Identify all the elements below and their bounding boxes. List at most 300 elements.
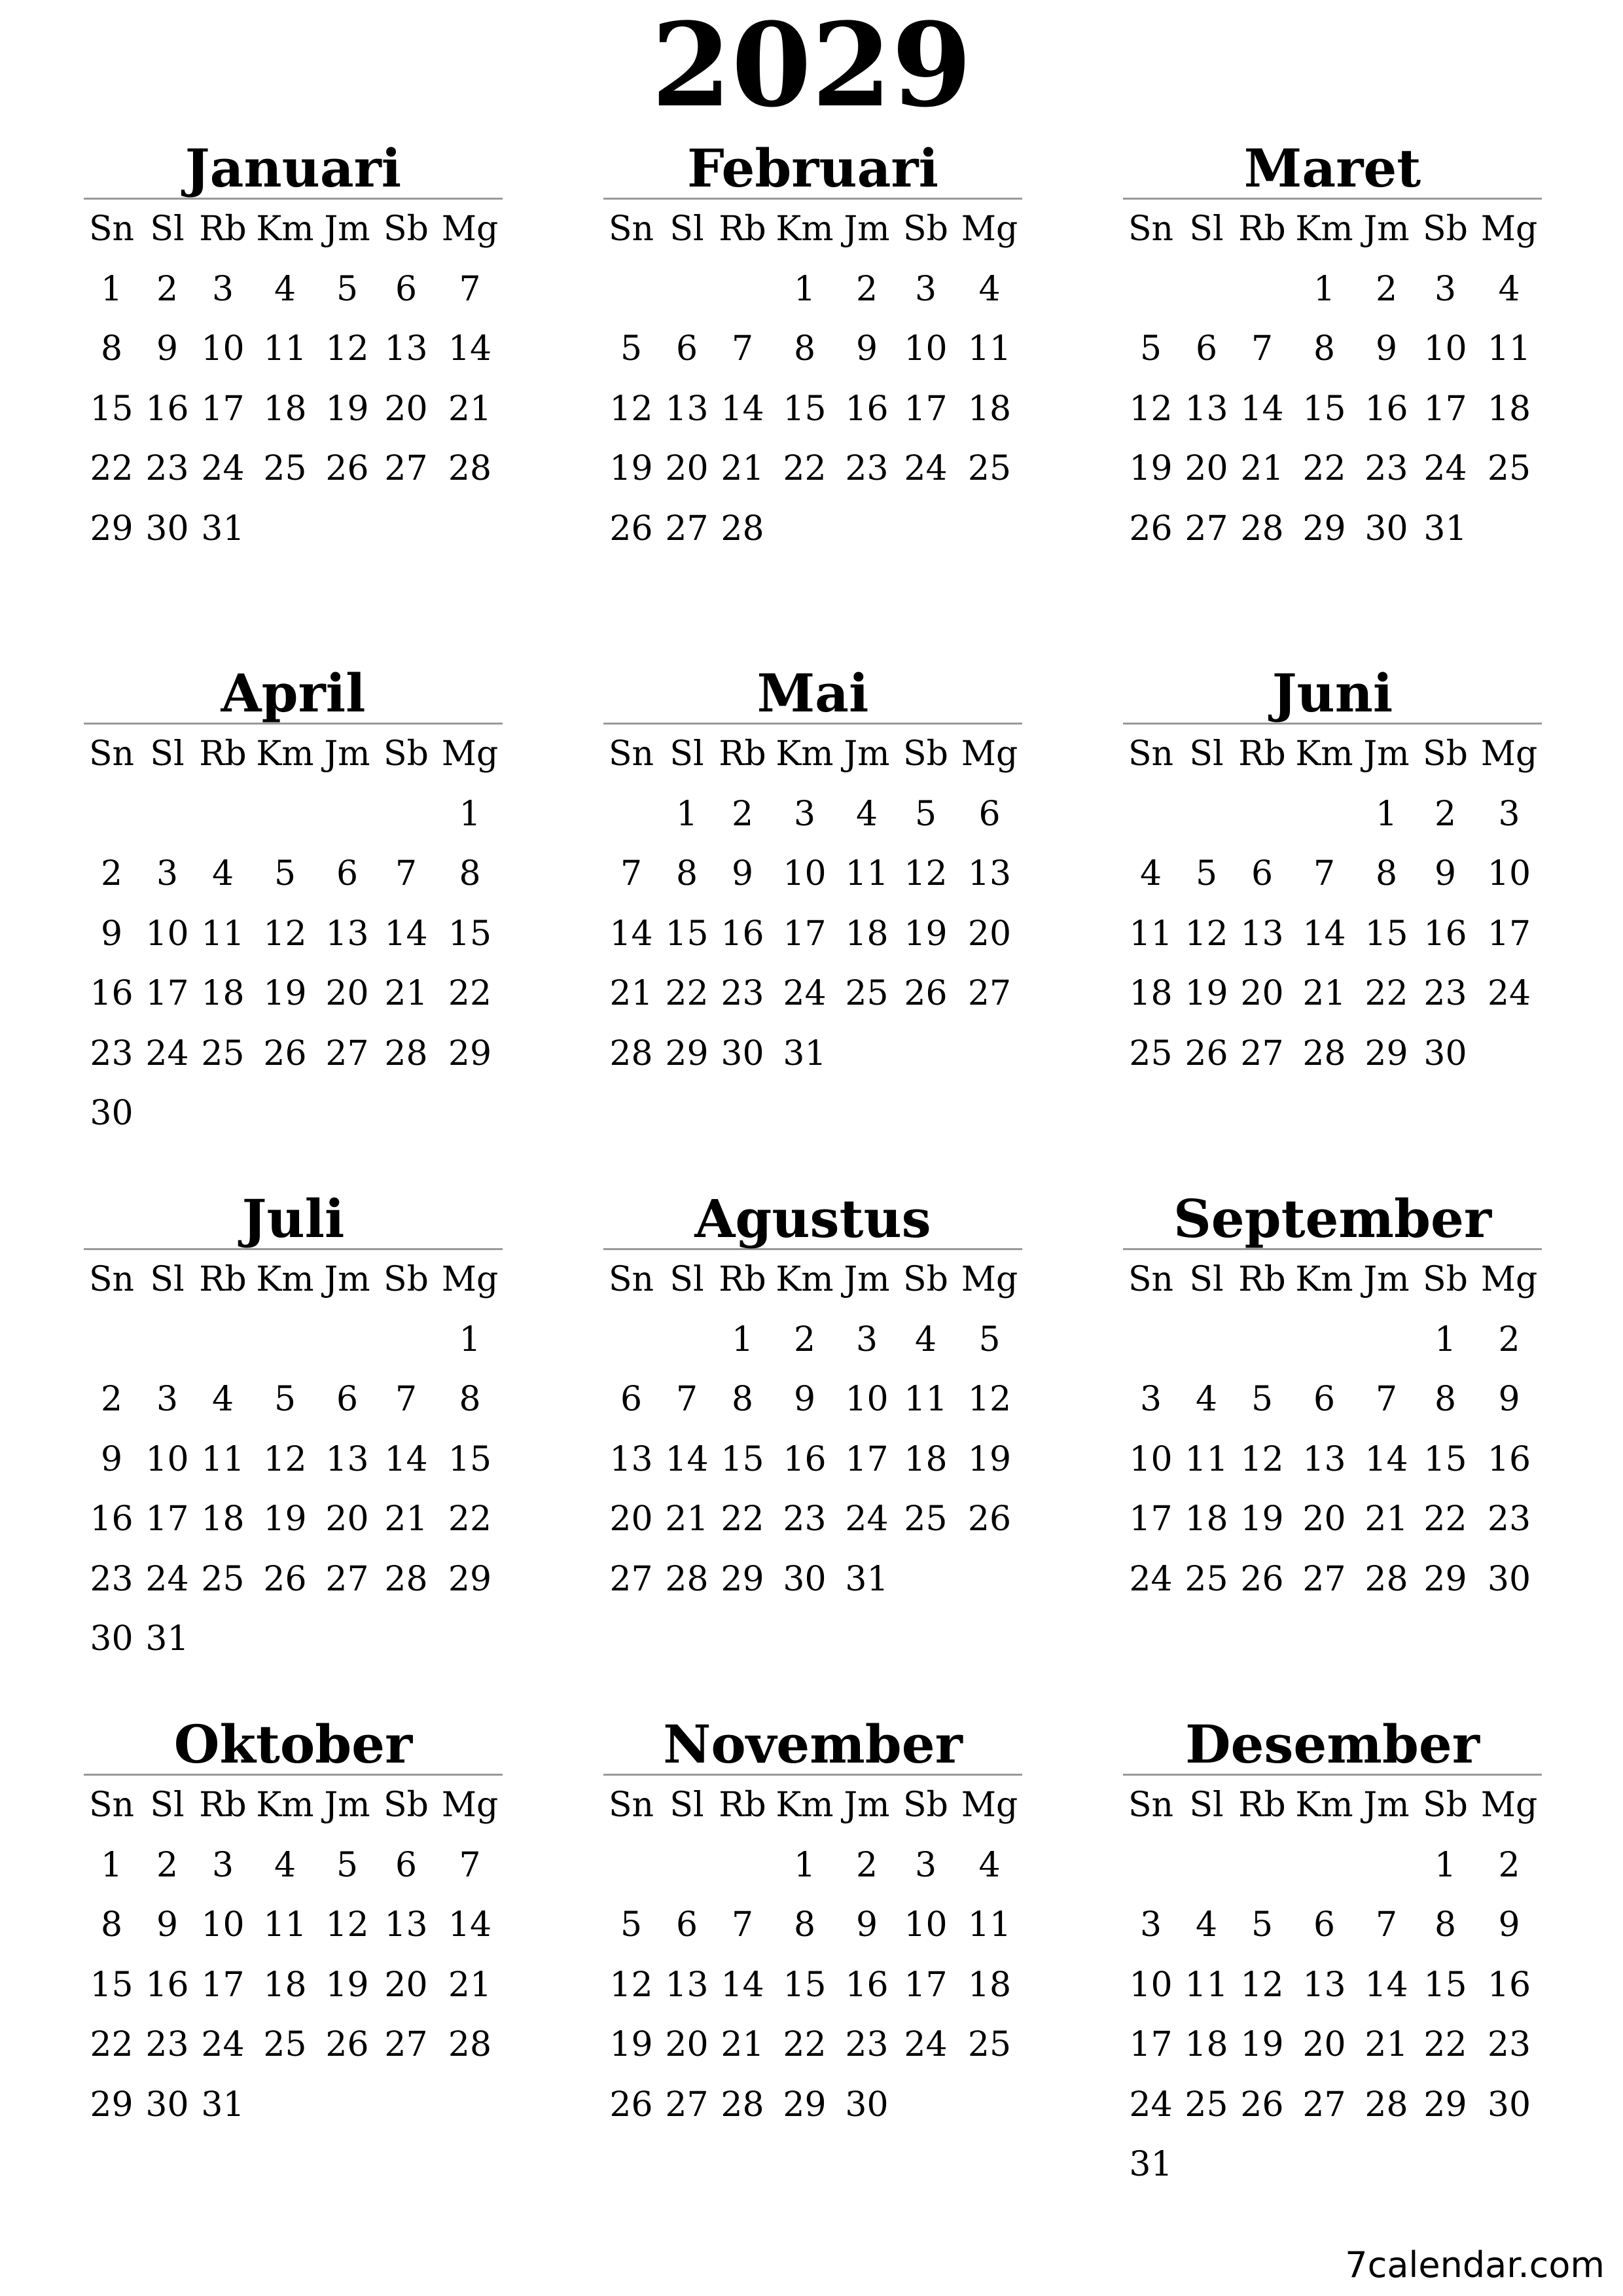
- day-cell: 23: [1487, 2025, 1531, 2064]
- day-cell: 28: [721, 509, 764, 548]
- day-cell: 12: [263, 914, 307, 954]
- day-cell: 24: [201, 2025, 245, 2064]
- day-cell: 30: [721, 1033, 764, 1073]
- day-cell: 10: [201, 329, 245, 368]
- day-cell: 18: [904, 1439, 948, 1479]
- day-cell: 25: [263, 449, 307, 488]
- day-cell: 29: [1302, 509, 1346, 548]
- day-cell: 15: [448, 914, 492, 954]
- day-cell: 17: [904, 389, 948, 429]
- day-cell: 12: [609, 1965, 653, 2005]
- day-cell: 24: [1487, 974, 1531, 1013]
- month-name: Agustus: [603, 1189, 1022, 1250]
- day-cell: 16: [90, 974, 134, 1013]
- day-cell: 19: [263, 1499, 307, 1539]
- day-cell: 8: [100, 329, 123, 368]
- day-cell: 27: [1240, 1033, 1284, 1073]
- weekday-label: Jm: [324, 209, 370, 249]
- day-cell: 12: [609, 389, 653, 429]
- day-cell: 16: [90, 1499, 134, 1539]
- day-cell: 18: [263, 1965, 307, 2005]
- weekday-label: Km: [776, 209, 834, 249]
- day-cell: 18: [967, 389, 1012, 429]
- day-cell: 5: [274, 1380, 296, 1419]
- day-cell: 18: [1185, 2025, 1228, 2064]
- empty-day-cell: [659, 1310, 715, 1371]
- weekday-label: Rb: [719, 1785, 766, 1825]
- day-cell: 29: [90, 2085, 134, 2125]
- day-cell: 12: [967, 1380, 1012, 1419]
- day-cell: 30: [1487, 2085, 1531, 2125]
- day-cell: 21: [1364, 2025, 1408, 2064]
- day-cell: 19: [325, 1965, 369, 2005]
- day-cell: 28: [1364, 1559, 1408, 1599]
- day-cell: 25: [201, 1559, 245, 1599]
- day-cell: 7: [459, 269, 481, 309]
- month-grid: [1123, 725, 1542, 1084]
- day-cell: 16: [145, 1965, 189, 2005]
- day-cell: 30: [1364, 509, 1408, 548]
- day-cell: 7: [675, 1380, 698, 1419]
- weekday-label: Mg: [441, 1260, 499, 1299]
- day-cell: 4: [211, 854, 234, 893]
- day-cell: 1: [100, 1845, 123, 1885]
- weekday-label: Rb: [1238, 734, 1286, 774]
- day-cell: 19: [1129, 449, 1173, 488]
- day-cell: 17: [904, 1965, 948, 2005]
- month-block: [84, 0, 503, 559]
- month-name: Oktober: [84, 1715, 503, 1776]
- day-cell: 19: [325, 389, 369, 429]
- empty-day-cell: [659, 1836, 715, 1896]
- day-cell: 2: [1498, 1319, 1520, 1359]
- day-cell: 15: [665, 914, 709, 954]
- day-cell: 26: [325, 449, 369, 488]
- day-cell: 23: [90, 1559, 134, 1599]
- day-cell: 28: [1240, 509, 1284, 548]
- day-cell: 6: [1251, 854, 1274, 893]
- day-cell: 9: [156, 329, 179, 368]
- empty-day-cell: [715, 1836, 770, 1896]
- day-cell: 23: [1364, 449, 1408, 488]
- day-cell: 6: [978, 794, 1001, 834]
- day-cell: 31: [1129, 2145, 1173, 2184]
- weekday-label: Sn: [608, 1260, 654, 1299]
- day-cell: 13: [325, 914, 369, 954]
- day-cell: 23: [845, 2025, 889, 2064]
- weekday-label: Sb: [383, 1785, 429, 1825]
- day-cell: 27: [384, 2025, 428, 2064]
- day-cell: 28: [665, 1559, 709, 1599]
- day-cell: 10: [904, 1905, 948, 1945]
- day-cell: 27: [609, 1559, 653, 1599]
- day-cell: 10: [145, 1439, 189, 1479]
- day-cell: 25: [967, 449, 1012, 488]
- day-cell: 4: [978, 269, 1001, 309]
- day-cell: 16: [721, 914, 764, 954]
- weekday-label: Km: [256, 1260, 314, 1299]
- empty-day-cell: [84, 785, 139, 845]
- day-cell: 26: [609, 509, 653, 548]
- month-name: Juli: [84, 1189, 503, 1250]
- day-cell: 19: [967, 1439, 1012, 1479]
- weekday-label: Sl: [150, 1260, 185, 1299]
- day-cell: 18: [967, 1965, 1012, 2005]
- day-cell: 2: [156, 269, 179, 309]
- day-cell: 23: [845, 449, 889, 488]
- day-cell: 9: [1434, 854, 1457, 893]
- weekday-label: Sn: [1128, 734, 1174, 774]
- day-cell: 15: [90, 389, 134, 429]
- day-cell: 29: [783, 2085, 827, 2125]
- weekday-label: Mg: [441, 209, 499, 249]
- day-cell: 28: [609, 1033, 653, 1073]
- day-cell: 11: [967, 329, 1012, 368]
- weekday-label: Sn: [1128, 1260, 1174, 1299]
- empty-day-cell: [1359, 1310, 1414, 1371]
- day-cell: 24: [783, 974, 827, 1013]
- weekday-label: Jm: [324, 734, 370, 774]
- day-cell: 3: [1498, 794, 1520, 834]
- month-grid: [84, 1776, 503, 2135]
- day-cell: 16: [1487, 1439, 1531, 1479]
- day-cell: 3: [1139, 1380, 1162, 1419]
- day-cell: 2: [1375, 269, 1398, 309]
- day-cell: 8: [459, 854, 481, 893]
- weekday-label: Sn: [608, 1785, 654, 1825]
- empty-day-cell: [251, 1310, 319, 1371]
- day-cell: 11: [201, 1439, 245, 1479]
- month-block: [603, 525, 1022, 1084]
- day-cell: 22: [90, 2025, 134, 2064]
- day-cell: 26: [904, 974, 948, 1013]
- day-cell: 14: [448, 329, 492, 368]
- empty-day-cell: [1123, 1310, 1179, 1371]
- day-cell: 30: [1423, 1033, 1467, 1073]
- day-cell: 4: [978, 1845, 1001, 1885]
- day-cell: 20: [1302, 2025, 1346, 2064]
- day-cell: 14: [448, 1905, 492, 1945]
- day-cell: 28: [448, 2025, 492, 2064]
- weekday-label: Mg: [961, 1260, 1018, 1299]
- day-cell: 9: [855, 329, 878, 368]
- day-cell: 7: [395, 854, 418, 893]
- weekday-label: Rb: [199, 1785, 247, 1825]
- day-cell: 24: [904, 449, 948, 488]
- day-cell: 20: [1240, 974, 1284, 1013]
- month-grid: [84, 200, 503, 559]
- day-cell: 20: [967, 914, 1012, 954]
- weekday-label: Km: [256, 734, 314, 774]
- day-cell: 27: [1185, 509, 1228, 548]
- day-cell: 13: [384, 329, 428, 368]
- day-cell: 10: [201, 1905, 245, 1945]
- day-cell: 22: [90, 449, 134, 488]
- day-cell: 28: [448, 449, 492, 488]
- day-cell: 13: [665, 1965, 709, 2005]
- weekday-label: Sb: [383, 1260, 429, 1299]
- day-cell: 13: [384, 1905, 428, 1945]
- day-cell: 22: [1302, 449, 1346, 488]
- day-cell: 17: [201, 1965, 245, 2005]
- day-cell: 20: [325, 974, 369, 1013]
- day-cell: 10: [904, 329, 948, 368]
- day-cell: 11: [1185, 1965, 1228, 2005]
- weekday-label: Jm: [1363, 209, 1410, 249]
- day-cell: 7: [1313, 854, 1336, 893]
- day-cell: 19: [1240, 1499, 1284, 1539]
- day-cell: 30: [1487, 1559, 1531, 1599]
- day-cell: 13: [1302, 1439, 1346, 1479]
- day-cell: 27: [325, 1559, 369, 1599]
- day-cell: 3: [211, 269, 234, 309]
- day-cell: 19: [609, 449, 653, 488]
- day-cell: 1: [459, 794, 481, 834]
- day-cell: 2: [100, 854, 123, 893]
- day-cell: 3: [914, 269, 937, 309]
- day-cell: 11: [201, 914, 245, 954]
- empty-day-cell: [1179, 1310, 1234, 1371]
- day-cell: 16: [145, 389, 189, 429]
- day-cell: 6: [1195, 329, 1218, 368]
- empty-day-cell: [139, 1310, 195, 1371]
- day-cell: 24: [1129, 1559, 1173, 1599]
- day-cell: 11: [263, 329, 307, 368]
- day-cell: 17: [145, 1499, 189, 1539]
- day-cell: 15: [448, 1439, 492, 1479]
- weekday-label: Sn: [1128, 1785, 1174, 1825]
- day-cell: 9: [793, 1380, 816, 1419]
- day-cell: 2: [1434, 794, 1457, 834]
- day-cell: 14: [721, 1965, 764, 2005]
- weekday-label: Km: [1295, 1260, 1353, 1299]
- day-cell: 21: [665, 1499, 709, 1539]
- day-cell: 6: [1313, 1380, 1336, 1419]
- day-cell: 9: [1498, 1380, 1520, 1419]
- day-cell: 4: [274, 1845, 296, 1885]
- day-cell: 6: [675, 1905, 698, 1945]
- day-cell: 25: [1129, 1033, 1173, 1073]
- empty-day-cell: [603, 260, 659, 320]
- day-cell: 13: [1240, 914, 1284, 954]
- month-name: September: [1123, 1189, 1542, 1250]
- weekday-label: Mg: [1480, 209, 1538, 249]
- weekday-label: Jm: [844, 209, 890, 249]
- day-cell: 14: [384, 914, 428, 954]
- day-cell: 11: [845, 854, 889, 893]
- day-cell: 10: [1423, 329, 1467, 368]
- day-cell: 4: [1195, 1905, 1218, 1945]
- weekday-label: Km: [776, 1785, 834, 1825]
- weekday-label: Jm: [1363, 1260, 1410, 1299]
- weekday-label: Sb: [903, 734, 948, 774]
- day-cell: 3: [914, 1845, 937, 1885]
- weekday-label: Sl: [1189, 1260, 1224, 1299]
- day-cell: 20: [665, 2025, 709, 2064]
- weekday-label: Sl: [669, 209, 704, 249]
- month-name: Desember: [1123, 1715, 1542, 1776]
- day-cell: 26: [1240, 2085, 1284, 2125]
- day-cell: 12: [1240, 1439, 1284, 1479]
- day-cell: 15: [783, 389, 827, 429]
- weekday-label: Mg: [1480, 734, 1538, 774]
- weekday-label: Sb: [903, 1260, 948, 1299]
- day-cell: 1: [1434, 1319, 1457, 1359]
- weekday-label: Jm: [844, 734, 890, 774]
- day-cell: 27: [967, 974, 1012, 1013]
- day-cell: 12: [1185, 914, 1228, 954]
- day-cell: 8: [731, 1380, 754, 1419]
- month-grid: [603, 725, 1022, 1084]
- day-cell: 3: [1139, 1905, 1162, 1945]
- day-cell: 5: [336, 269, 359, 309]
- day-cell: 20: [384, 1965, 428, 2005]
- weekday-label: Rb: [719, 734, 766, 774]
- empty-day-cell: [319, 1310, 375, 1371]
- day-cell: 8: [1375, 854, 1398, 893]
- day-cell: 9: [156, 1905, 179, 1945]
- weekday-label: Km: [1295, 209, 1353, 249]
- day-cell: 16: [1487, 1965, 1531, 2005]
- day-cell: 31: [201, 2085, 245, 2125]
- month-name: Juni: [1123, 664, 1542, 725]
- day-cell: 11: [1487, 329, 1531, 368]
- empty-day-cell: [195, 785, 251, 845]
- weekday-label: Sb: [903, 209, 948, 249]
- day-cell: 3: [156, 1380, 179, 1419]
- weekday-label: Mg: [1480, 1260, 1538, 1299]
- empty-day-cell: [1234, 1310, 1290, 1371]
- empty-day-cell: [375, 1310, 437, 1371]
- day-cell: 5: [1139, 329, 1162, 368]
- weekday-label: Sn: [608, 209, 654, 249]
- day-cell: 23: [90, 1033, 134, 1073]
- weekday-label: Jm: [844, 1785, 890, 1825]
- day-cell: 2: [731, 794, 754, 834]
- weekday-label: Rb: [199, 1260, 247, 1299]
- day-cell: 7: [731, 1905, 754, 1945]
- weekday-label: Sn: [88, 734, 135, 774]
- day-cell: 16: [845, 389, 889, 429]
- month-name: Mai: [603, 664, 1022, 725]
- weekday-label: Sl: [150, 1785, 185, 1825]
- month-name: Februari: [603, 139, 1022, 200]
- day-cell: 21: [721, 2025, 764, 2064]
- day-cell: 9: [855, 1905, 878, 1945]
- day-cell: 24: [845, 1499, 889, 1539]
- weekday-label: Mg: [441, 1785, 499, 1825]
- day-cell: 21: [384, 974, 428, 1013]
- day-cell: 4: [211, 1380, 234, 1419]
- weekday-label: Sb: [1423, 734, 1468, 774]
- empty-day-cell: [1179, 785, 1234, 845]
- weekday-label: Km: [776, 1260, 834, 1299]
- day-cell: 5: [620, 329, 643, 368]
- day-cell: 1: [1375, 794, 1398, 834]
- day-cell: 23: [145, 2025, 189, 2064]
- day-cell: 26: [325, 2025, 369, 2064]
- day-cell: 12: [325, 329, 369, 368]
- day-cell: 20: [1302, 1499, 1346, 1539]
- day-cell: 15: [1364, 914, 1408, 954]
- day-cell: 14: [384, 1439, 428, 1479]
- month-block: [603, 1050, 1022, 1609]
- empty-day-cell: [1290, 1836, 1359, 1896]
- day-cell: 27: [325, 1033, 369, 1073]
- day-cell: 8: [793, 1905, 816, 1945]
- empty-day-cell: [1234, 785, 1290, 845]
- weekday-label: Sl: [150, 209, 185, 249]
- day-cell: 12: [904, 854, 948, 893]
- weekday-label: Rb: [719, 209, 766, 249]
- weekday-label: Mg: [961, 209, 1018, 249]
- day-cell: 1: [1434, 1845, 1457, 1885]
- day-cell: 1: [100, 269, 123, 309]
- day-cell: 4: [914, 1319, 937, 1359]
- weekday-label: Sl: [1189, 209, 1224, 249]
- weekday-label: Sl: [1189, 734, 1224, 774]
- month-block: [1123, 525, 1542, 1084]
- day-cell: 23: [145, 449, 189, 488]
- day-cell: 10: [1129, 1439, 1173, 1479]
- day-cell: 6: [336, 1380, 359, 1419]
- day-cell: 2: [855, 1845, 878, 1885]
- day-cell: 3: [156, 854, 179, 893]
- day-cell: 8: [793, 329, 816, 368]
- day-cell: 15: [1302, 389, 1346, 429]
- day-cell: 9: [1498, 1905, 1520, 1945]
- day-cell: 17: [1423, 389, 1467, 429]
- day-cell: 22: [1423, 2025, 1467, 2064]
- weekday-label: Sb: [383, 209, 429, 249]
- day-cell: 3: [855, 1319, 878, 1359]
- day-cell: 30: [145, 2085, 189, 2125]
- day-cell: 16: [1364, 389, 1408, 429]
- empty-day-cell: [195, 1310, 251, 1371]
- day-cell: 5: [336, 1845, 359, 1885]
- weekday-label: Km: [1295, 734, 1353, 774]
- day-cell: 18: [263, 389, 307, 429]
- day-cell: 13: [609, 1439, 653, 1479]
- day-cell: 17: [1129, 1499, 1173, 1539]
- month-name: April: [84, 664, 503, 725]
- day-cell: 26: [967, 1499, 1012, 1539]
- day-cell: 27: [1302, 1559, 1346, 1599]
- day-cell: 5: [978, 1319, 1001, 1359]
- weekday-label: Mg: [1480, 1785, 1538, 1825]
- weekday-label: Sn: [88, 1260, 135, 1299]
- day-cell: 31: [145, 1619, 189, 1659]
- day-cell: 29: [1364, 1033, 1408, 1073]
- day-cell: 9: [1375, 329, 1398, 368]
- year-title: 2029: [651, 0, 972, 133]
- weekday-label: Rb: [199, 734, 247, 774]
- month-grid: [1123, 1250, 1542, 1609]
- empty-day-cell: [375, 785, 437, 845]
- day-cell: 28: [384, 1559, 428, 1599]
- day-cell: 23: [783, 1499, 827, 1539]
- day-cell: 18: [201, 1499, 245, 1539]
- day-cell: 1: [1313, 269, 1336, 309]
- day-cell: 2: [793, 1319, 816, 1359]
- day-cell: 8: [459, 1380, 481, 1419]
- day-cell: 21: [384, 1499, 428, 1539]
- day-cell: 4: [274, 269, 296, 309]
- day-cell: 24: [145, 1033, 189, 1073]
- weekday-label: Sl: [669, 734, 704, 774]
- day-cell: 29: [1423, 1559, 1467, 1599]
- day-cell: 19: [263, 974, 307, 1013]
